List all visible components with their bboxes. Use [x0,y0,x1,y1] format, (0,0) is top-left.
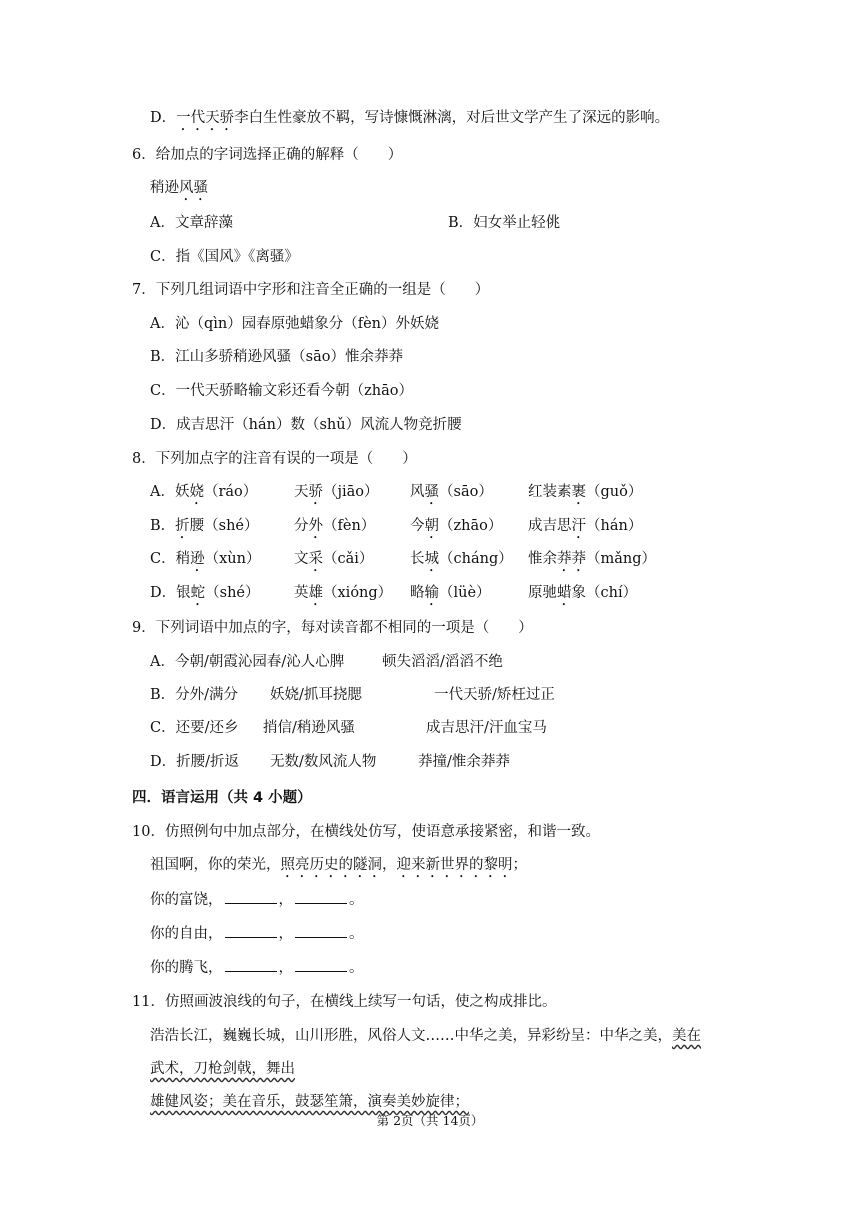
q9-option-b-part3: 一代天骄/矫枉过正 [434,687,555,703]
pinyin: （cháng） [439,551,513,567]
q8-option-item [294,549,373,575]
option-part: A．今朝/朝霞沁园春/沁人心脾 [150,654,345,670]
q9-option-c-part3: 成吉思汗/汗血宝马 [426,720,547,736]
option-label: D． [150,110,177,126]
passage-text: 浩浩长江，巍巍长城，山川形胜，风俗人文……中华之美，异彩纷呈：中华之美， [150,1028,672,1044]
line-prefix: 你的自由， [150,926,223,942]
dotted-char: 骄 [308,484,323,500]
q5-option-d [150,108,669,134]
q10-blank-line-3 [150,958,364,978]
q8-option-item [410,583,491,609]
q11-text-line-3 [150,1092,469,1112]
q8-option-item [410,549,513,575]
q8-option-item [294,516,375,542]
q11-text-line-1 [150,1026,701,1046]
dotted-char: 汗 [571,518,586,534]
pinyin: （xùn） [204,551,261,567]
q6-option-b: B．妇女举止轻佻 [448,215,561,231]
fill-blank[interactable] [225,959,277,972]
pinyin: （jiāo） [323,484,379,500]
fill-blank[interactable] [295,925,347,938]
pinyin: （guǒ） [586,484,643,500]
q8-option-item [150,583,260,609]
word-plain: 红装素 [528,484,572,500]
page-footer: 第 2页（共 14页） [376,1113,484,1128]
q9-option-d-part2: 无数/数风流人物 [270,754,377,770]
dotted-char: 雄 [308,585,323,601]
q9-option-a [150,652,344,672]
q8-option-item [150,516,259,542]
q11-stem: 11．仿照画波浪线的句子，在横线上续写一句话，使之构成排比。 [132,994,557,1010]
q8-option-item [150,482,257,508]
pinyin: 腰（shé） [189,518,259,534]
q7-option-a: A．沁（qìn）园春原弛蜡象分（fèn）外妖娆 [150,316,440,332]
pinyin: （shé） [205,585,260,601]
q8-stem: 8．下列加点字的注音有误的一项是（ ） [132,451,417,467]
dotted-char: 朝 [424,518,439,534]
q8-option-item [528,516,642,542]
q7-option-d: D．成吉思汗（hán）数（shǔ）风流人物竞折腰 [150,417,462,433]
punct: 。 [349,960,364,976]
q8-option-item [150,549,260,575]
punct: ， [382,857,397,873]
word-plain: 分 [294,518,309,534]
dotted-char: 外 [308,518,323,534]
dotted-phrase: 迎来新世界的黎明 [396,857,513,873]
dotted-char: 采 [308,551,323,567]
dotted-phrase: 照亮历史的隧洞 [280,857,382,873]
q8-option-item [410,482,493,508]
line-prefix: 你的腾飞， [150,960,223,976]
q8-option-item [294,583,392,609]
q8-option-item [294,482,379,508]
q8-option-item [528,583,637,609]
wavy-underlined-text: 美在 [672,1028,701,1044]
word-plain: 原驰 [528,585,557,601]
punct: ， [278,892,293,908]
q9-stem: 9．下列词语中加点的字，每对读音都不相同的一项是（ ） [132,620,533,636]
wavy-underlined-text: 雄健风姿；美在音乐，鼓瑟笙箫，演奏美妙旋律； [150,1094,469,1110]
q6-stem: 6．给加点的字词选择正确的解释（ ） [132,147,403,163]
option-text: 李白生性豪放不羁，写诗慷慨淋漓，对后世文学产生了深远的影响。 [234,110,670,126]
q10-blank-line-2 [150,924,364,944]
punct: 。 [349,892,364,908]
pinyin: （fèn） [323,518,376,534]
pinyin: （hán） [586,518,643,534]
fill-blank[interactable] [295,891,347,904]
word-plain: 长 [410,551,425,567]
word-plain: 今 [410,518,425,534]
example-text: 祖国啊，你的荣光， [150,857,281,873]
q7-option-b: B．江山多骄稍逊风骚（sāo）惟余莽莽 [150,349,403,365]
fill-blank[interactable] [225,891,277,904]
dotted-word: 风骚 [179,180,208,196]
word-plain: 英 [294,585,309,601]
q10-stem: 10．仿照例句中加点部分，在横线处仿写，使语意承接紧密，和谐一致。 [132,824,600,840]
q10-blank-line-1 [150,890,364,910]
word-plain: 天 [294,484,309,500]
q7-stem: 7．下列几组词语中字形和注音全正确的一组是（ ） [132,282,490,298]
option-label: C． [150,551,176,567]
q10-example [150,855,527,881]
q9-option-d: D．折腰/折返 [150,754,240,770]
pinyin: （xióng） [323,585,393,601]
q8-option-item [410,516,502,542]
pinyin: （zhāo） [439,518,503,534]
q6-option-c: C．指《国风》《离骚》 [150,249,299,265]
fill-blank[interactable] [225,925,277,938]
dotted-phrase: 一代天骄 [176,110,235,126]
dotted-char: 折 [175,518,190,534]
dotted-char: 逊 [190,551,205,567]
q6-option-a: A．文章辞藻 [150,215,233,231]
q9-option-a-part2: 顿失滔滔/滔滔不绝 [382,654,503,670]
q8-option-item [528,482,642,508]
q8-option-item [528,549,656,575]
pinyin: （ráo） [203,484,258,500]
word-plain: 银 [176,585,191,601]
dotted-char: 娆 [189,484,204,500]
word-plain: 妖 [174,484,190,500]
pinyin: （sāo） [439,484,493,500]
dotted-char: 裹 [571,484,586,500]
q9-option-d-part3: 莽撞/惟余莽莽 [418,754,510,770]
punct: ， [278,960,293,976]
q9-option-b-part2: 妖娆/抓耳挠腮 [270,687,362,703]
word-plain: 风 [410,484,425,500]
dotted-char: 骚 [424,484,439,500]
word-plain: 惟余 [528,551,557,567]
section-heading: 四．语言运用（共 4 小题） [132,790,312,806]
pinyin: （mǎng） [586,551,657,567]
q9-option-c-part2: 捎信/稍逊风骚 [263,720,355,736]
line-prefix: 你的富饶， [150,892,223,908]
q9-option-c: C．还要/还乡 [150,720,239,736]
word-plain: 稍逊 [150,180,179,196]
dotted-char: 莽莽 [557,551,586,567]
dotted-char: 蛇 [190,585,206,601]
q7-option-c: C．一代天骄略输文彩还看今朝（zhāo） [150,383,413,399]
q6-word [150,178,208,204]
option-label: A． [150,484,175,500]
wavy-underlined-text: 武术，刀枪剑戟，舞出 [150,1061,295,1077]
punct: ， [278,926,293,942]
dotted-char: 输 [424,585,439,601]
word-plain: 稍 [175,551,191,567]
dotted-char: 城 [424,551,439,567]
option-label: D． [150,585,177,601]
punct: ； [512,857,527,873]
q11-text-line-2 [150,1059,295,1079]
punct: 。 [349,926,364,942]
word-plain: 略 [410,585,425,601]
pinyin: （cǎi） [323,551,374,567]
option-label: B． [150,518,176,534]
word-plain: 成吉思 [528,518,572,534]
q9-option-b: B．分外/满分 [150,687,239,703]
word-plain: 文 [294,551,309,567]
dotted-char: 蜡 [557,585,572,601]
fill-blank[interactable] [295,959,347,972]
pinyin: （lüè） [439,585,491,601]
pinyin: 象（chí） [571,585,638,601]
